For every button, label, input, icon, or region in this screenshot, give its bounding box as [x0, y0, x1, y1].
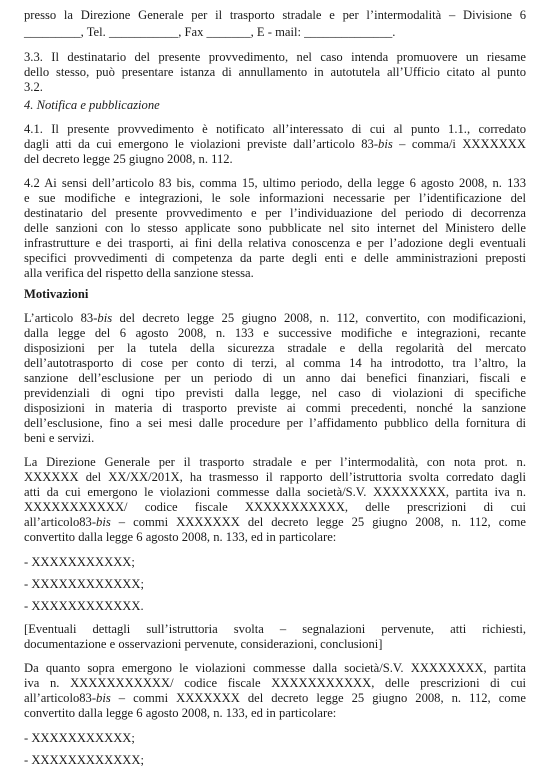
text-line: documentazione e osservazioni pervenute, considerazioni, conclusioni] [24, 637, 383, 651]
text-line: 3.3. Il destinatario del presente provvedimento, nel caso intenda promuovere un riesame [24, 50, 526, 64]
text-line: 4.1. Il presente provvedimento è notificato all’interessato di cui al punto 1.1., corredato [24, 122, 526, 136]
text-line: L’articolo 83-bis del decreto legge 25 giugno 2008, n. 112, convertito, con modificazioni, [24, 311, 526, 325]
text-line: _________, Tel. ___________, Fax _______, E - mail: ______________. [24, 25, 396, 39]
text-line: all’articolo83-bis – commi XXXXXXX del decreto legge 25 giugno 2008, n. 112, come [24, 691, 526, 705]
text-line: all’articolo83-bis – commi XXXXXXX del decreto legge 25 giugno 2008, n. 112, come [24, 515, 526, 529]
text-line: delle sanzioni con lo stesso applicate sono pubblicate nel sito internet del Ministero delle [24, 221, 526, 235]
text-line: XXXXXX del XX/XX/201X, ha trasmesso il rapporto dell’istruttoria svolta corredato dagli [24, 470, 526, 484]
text-line: disposizioni in materia di trasporto previste ai commi precedenti, nonché la sanzione [24, 401, 526, 415]
text-line: convertito dalla legge 6 agosto 2008, n. 133, ed in particolare: [24, 706, 337, 720]
text-line: destinatario del presente provvedimento e per l’individuazione del periodo di decorrenza [24, 206, 526, 220]
text-line: Da quanto sopra emergono le violazioni commesse dalla società/S.V. XXXXXXXX, partita [24, 661, 526, 675]
text-line: iva n. XXXXXXXXXXX/ codice fiscale XXXXXXXXXXX, delle prescrizioni di cui [24, 676, 526, 690]
text-line: La Direzione Generale per il trasporto stradale e per l’intermodalità, con nota prot. n. [24, 455, 526, 469]
text-line: dell’esclusione, fino a sei mesi dalle procedure per l’affidamento pubblico della fornitura di [24, 416, 526, 430]
text-line: infrastrutture e dei trasporti, ai fini della relativa conoscenza e per l’adozione degli eventuali [24, 236, 526, 250]
text-line: e sue modifiche e integrazioni, le sole informazioni necessarie per l’identificazione del [24, 191, 526, 205]
text-line: dagli atti da cui emergono le violazioni previste dall’articolo 83-bis – comma/i XXXXXXX [24, 137, 526, 151]
text-line: dell’autotrasporto di cose per conto di terzi, al comma 14 ha introdotto, tra l’altro, la [24, 356, 526, 370]
text-line: presso la Direzione Generale per il trasporto stradale e per l’intermodalità – Divisione 6 [24, 8, 526, 22]
text-line: previdenziali di ogni tipo previsti dalla legge, nel caso di violazioni di specifiche [24, 386, 526, 400]
text-line: convertito dalla legge 6 agosto 2008, n. 133, ed in particolare: [24, 530, 337, 544]
text-line: sanzione dell’esclusione per un periodo di un anno dai benefici finanziari, fiscali e [24, 371, 526, 385]
text-line: disposizioni per la tutela della sicurezza stradale e della regolarità del mercato [24, 341, 526, 355]
list-item: - XXXXXXXXXXXX; [24, 753, 144, 767]
text-line: dello stesso, può presentare istanza di annullamento in autotutela all’Ufficio citato al punto [24, 65, 526, 79]
text-line: 4.2 Ai sensi dell’articolo 83 bis, comma 15, ultimo periodo, della legge 6 agosto 2008, n. 133 [24, 176, 526, 190]
text-line: [Eventuali dettagli sull’istruttoria svolta – segnalazioni pervenute, atti richiesti, [24, 622, 526, 636]
list-item: - XXXXXXXXXXXX; [24, 577, 144, 591]
text-line: 3.2. [24, 80, 43, 94]
section-heading: Motivazioni [24, 287, 89, 301]
text-line: del decreto legge 25 giugno 2008, n. 112. [24, 152, 233, 166]
list-item: - XXXXXXXXXXX; [24, 555, 135, 569]
text-line: specifici provvedimenti di competenza da parte degli enti e delle amministrazioni preposti [24, 251, 526, 265]
text-line: beni e servizi. [24, 431, 95, 445]
section-heading: 4. Notifica e pubblicazione [24, 98, 160, 112]
text-line: atti da cui emergono le violazioni commesse dalla società/S.V. XXXXXXXX, partita iva n. [24, 485, 526, 499]
text-line: XXXXXXXXXXX/ codice fiscale XXXXXXXXXXX, delle prescrizioni di cui [24, 500, 526, 514]
list-item: - XXXXXXXXXXXX. [24, 599, 144, 613]
text-line: alla verifica del rispetto della sanzione stessa. [24, 266, 254, 280]
list-item: - XXXXXXXXXXX; [24, 731, 135, 745]
text-line: dalla legge del 6 agosto 2008, n. 133 e successive modifiche e integrazioni, recante [24, 326, 526, 340]
